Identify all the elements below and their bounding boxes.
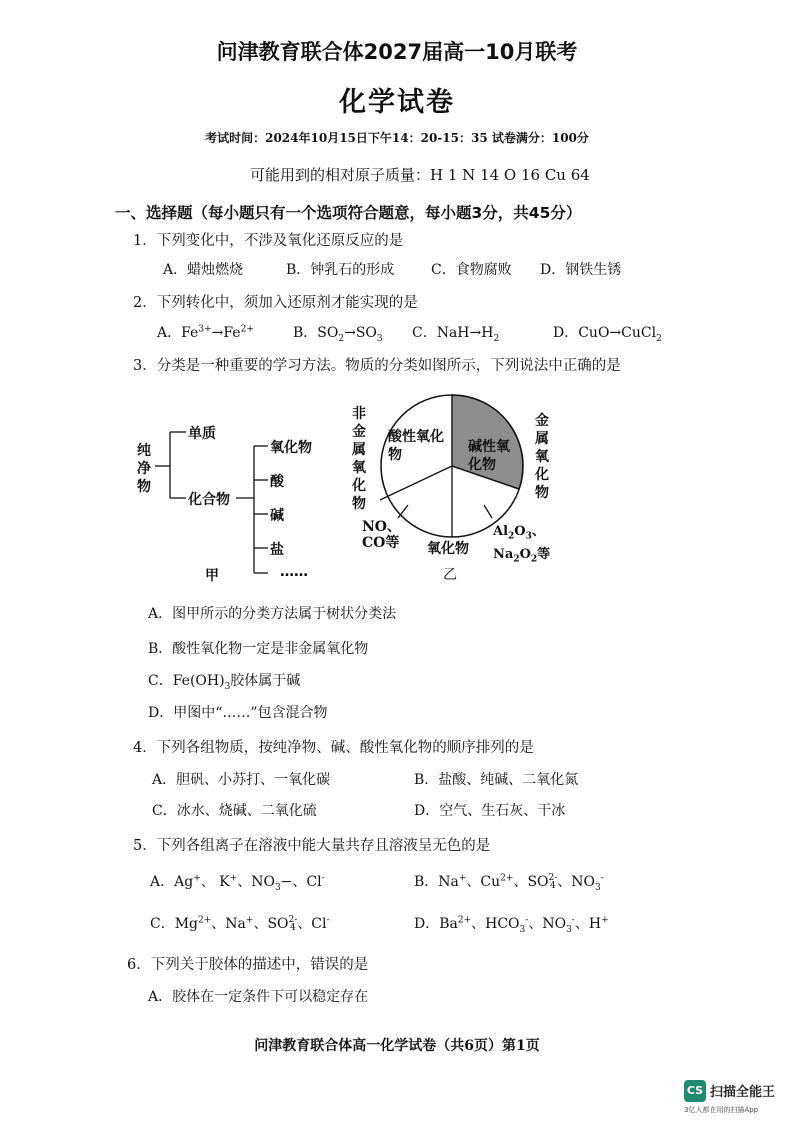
question-1-stem: 1．下列变化中，不涉及氧化还原反应的是 bbox=[133, 233, 404, 249]
q2-option-d: D．CuO→CuCl$_2$ bbox=[553, 325, 662, 344]
question-5-stem: 5．下列各组离子在溶液中能大量共存且溶液呈无色的是 bbox=[133, 838, 491, 854]
label-acid: 酸 bbox=[270, 474, 284, 490]
q4-option-b: B．盐酸、纯碱、二氧化氮 bbox=[414, 772, 579, 788]
label-simple-substance: 单质 bbox=[188, 426, 216, 442]
q1-option-d: D．钢铁生锈 bbox=[540, 262, 622, 278]
scanner-name: 扫描全能王 bbox=[710, 1085, 776, 1100]
q2-option-a: A．$Fe^{3+}\to Fe^{2+}$ bbox=[157, 324, 254, 341]
label-basic-oxide: 碱性氧化物 bbox=[468, 439, 510, 473]
caption-jia: 甲 bbox=[205, 568, 219, 584]
label-oxide: 氧化物 bbox=[427, 541, 469, 557]
q3-option-b: B．酸性氧化物一定是非金属氧化物 bbox=[148, 641, 369, 657]
label-pure-substance: 纯净物 bbox=[137, 443, 151, 495]
label-nonmetal-oxide: 非金属氧化物 bbox=[352, 406, 366, 512]
q2-option-b: B．$SO_2\to SO_3$ bbox=[293, 325, 383, 344]
question-2-stem: 2．下列转化中，须加入还原剂才能实现的是 bbox=[133, 295, 418, 311]
q5-option-a: A．Ag+、 K+、$NO_3-$、Cl- bbox=[150, 873, 325, 893]
q2-option-c: C．$NaH\to H_2$ bbox=[412, 325, 500, 344]
section-title: 一、选择题（每小题只有一个选项符合题意，每小题3分，共45分） bbox=[115, 204, 582, 222]
exam-info: 考试时间：2024年10月15日下午14：20-15：35 试卷满分：100分 bbox=[205, 131, 589, 145]
q5-option-d: D．$Ba^{2+}$、$HCO_3^-$、$NO_3^-$、H+ bbox=[414, 915, 609, 935]
q4-option-a: A．胆矾、小苏打、一氧化碳 bbox=[152, 772, 331, 788]
atomic-masses: 可能用到的相对原子质量：H 1 N 14 O 16 Cu 64 bbox=[250, 166, 590, 184]
q3-option-d: D．甲图中“……”包含混合物 bbox=[148, 705, 328, 721]
caption-yi: 乙 bbox=[443, 567, 457, 583]
q5-option-c: C．$Mg^{2+}$、Na+、SO2- 4 、Cl- bbox=[150, 915, 330, 933]
q1-option-b: B．钟乳石的形成 bbox=[286, 262, 395, 278]
label-acidic-oxide: 酸性氧化物 bbox=[388, 429, 444, 463]
label-ellipsis: …… bbox=[280, 564, 308, 580]
label-base: 碱 bbox=[270, 508, 284, 524]
subject-title: 化学试卷 bbox=[339, 87, 455, 118]
scanner-logo-icon: CS bbox=[684, 1080, 706, 1102]
q1-option-a: A．蜡烛燃烧 bbox=[163, 262, 244, 278]
question-6-stem: 6．下列关于胶体的描述中，错误的是 bbox=[127, 957, 369, 973]
question-4-stem: 4．下列各组物质，按纯净物、碱、酸性氧化物的顺序排列的是 bbox=[133, 740, 534, 756]
label-al2o3-na2o2: $Al_2O_3$、 $Na_2O_2$等 bbox=[493, 524, 551, 565]
q1-option-c: C．食物腐败 bbox=[431, 262, 512, 278]
q3-option-a: A．图甲所示的分类方法属于树状分类法 bbox=[148, 606, 397, 622]
page-footer: 问津教育联合体高一化学试卷（共6页）第1页 bbox=[254, 1038, 540, 1054]
question-3-stem: 3．分类是一种重要的学习方法。物质的分类如图所示，下列说法中正确的是 bbox=[133, 358, 621, 374]
exam-title: 问津教育联合体2027届高一10月联考 bbox=[216, 40, 578, 64]
label-compound: 化合物 bbox=[188, 492, 230, 508]
label-no-co: NO、CO等 bbox=[362, 519, 401, 551]
label-oxide-leaf: 氧化物 bbox=[270, 440, 312, 456]
q5-option-b: B．Na+、$Cu^{2+}$、SO2- 4 、$NO_3^-$ bbox=[414, 873, 604, 893]
q4-option-c: C．冰水、烧碱、二氧化硫 bbox=[152, 803, 317, 819]
q6-option-a: A．胶体在一定条件下可以稳定存在 bbox=[148, 989, 369, 1005]
label-metal-oxide: 金属氧化物 bbox=[535, 413, 549, 501]
label-salt: 盐 bbox=[270, 542, 284, 558]
scanner-tagline: 3亿人都在用的扫描App bbox=[684, 1106, 759, 1114]
q3-option-c: C．$Fe(OH)_3$胶体属于碱 bbox=[148, 673, 301, 692]
q4-option-d: D．空气、生石灰、干冰 bbox=[414, 803, 566, 819]
